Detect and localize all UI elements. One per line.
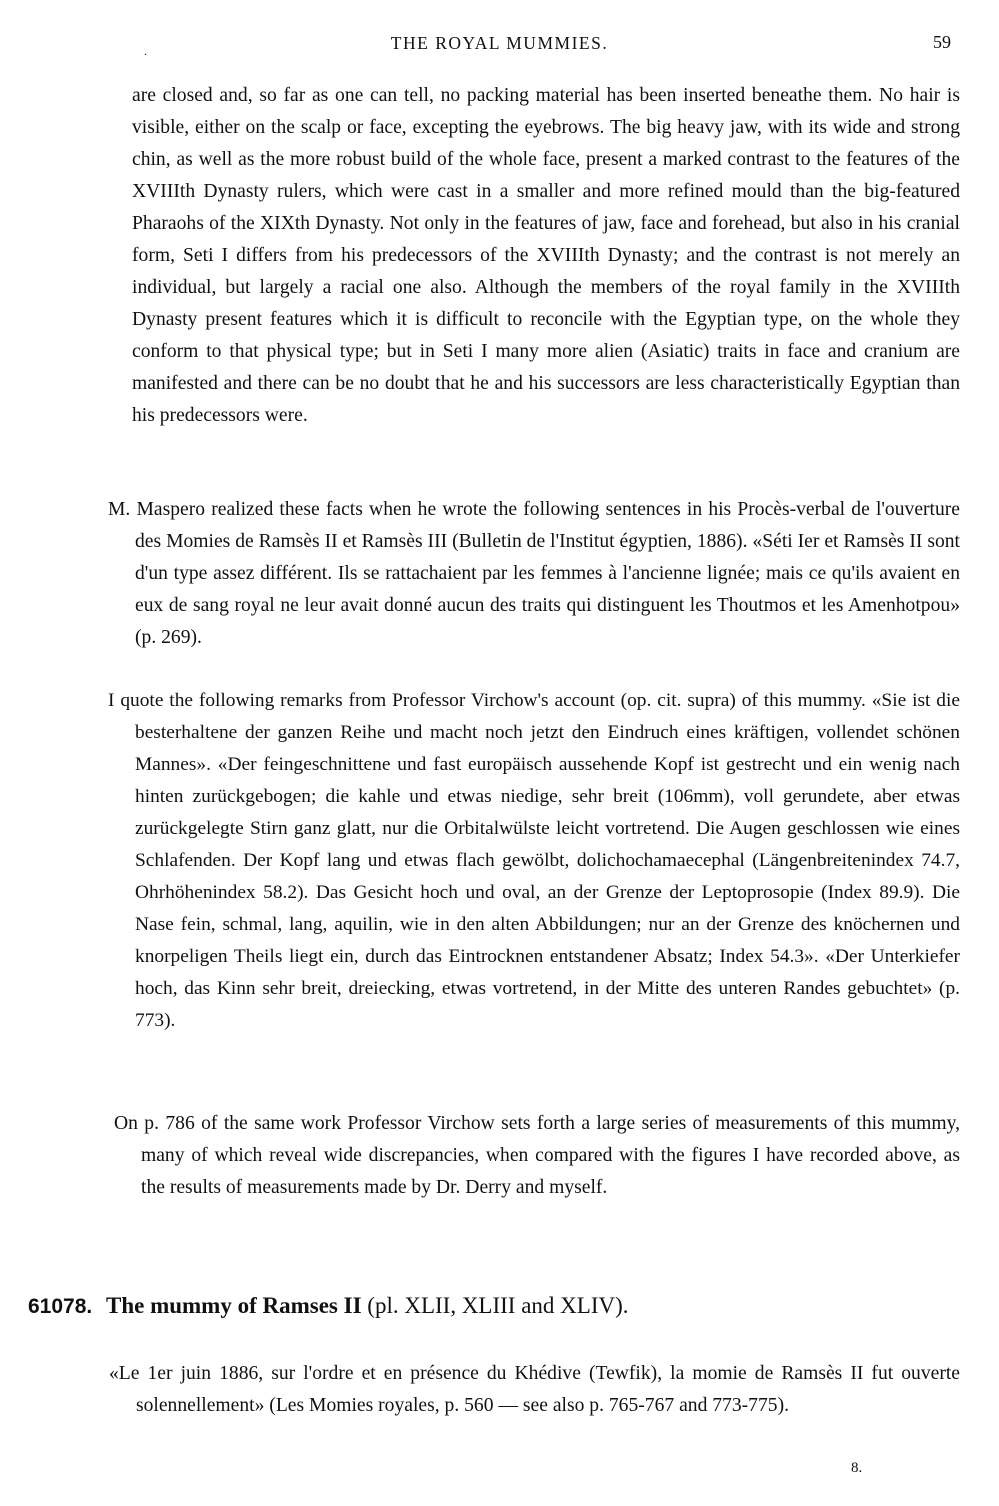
entry-number: 61078. bbox=[28, 1295, 93, 1318]
paragraph-ramses-opening: «Le 1er juin 1886, sur l'ordre et en présence du Khédive (Tewfik), la momie de Ramsès II fut ouverte solennellement» (Les Momies royales, p. 560 — see also p. 765-767 and 773-775). bbox=[109, 1363, 960, 1416]
paragraph-virchow-quote: I quote the following remarks from Professor Virchow's account (op. cit. supra) of this mummy. «Sie ist die besterhaltene der ganzen Reihe und macht noch jetzt den Eindruch eines kräftigen, vollendet schönen Mannes». «Der feingeschnittene und fast europäisch aussehende Kopf ist gestrecht und ein wenig nach hinten zurückgebogen; die kahle und etwas niedige, sehr breit (106mm), voll gerundete, aber etwas zurückgelegte Stirn ganz glatt, nur die Orbitalwülste leicht vortretend. Die Augen geschlossen wie eines Schlafenden. Der Kopf lang und etwas flach gewölbt, dolichochamaecephal (Längenbreitenindex 74.7, Ohrhöhenindex 58.2). Das Gesicht hoch und oval, an der Grenze der Leptoprosopie (Index 89.9). Die Nase fein, schmal, lang, aquilin, wie in den alten Abbildungen; nur an der Grenze des knöchernen und knorpeligen Theils liegt ein, durch das Eintrocknen entstandener Absatz; Index 54.3». «Der Unterkiefer hoch, das Kinn sehr breit, dreiecking, etwas vortretend, in der Mitte des unteren Randes gebuchtet» (p. 773). bbox=[108, 690, 960, 1031]
paragraph-seti-description: are closed and, so far as one can tell, no packing material has been inserted beneathe them. No hair is visible, either on the scalp or face, excepting the eyebrows. The big heavy jaw, with its wide and strong chin, as well as the more robust build of the whole face, present a marked contrast to the features of the XVIIIth Dynasty rulers, which were cast in a smaller and more refined mould than the big-featured Pharaohs of the XIXth Dynasty. Not only in the features of jaw, face and forehead, but also in his cranial form, Seti I differs from his predecessors of the XVIIIth Dynasty; and the contrast is not merely an individual, but largely a racial one also. Although the members of the royal family in the XVIIIth Dynasty present features which it is difficult to reconcile with the Egyptian type, on the whole they conform to that physical type; but in Seti I many more alien (Asiatic) traits in face and cranium are manifested and there can be no doubt that he and his successors are less characteristically Egyptian than his predecessors were. bbox=[132, 85, 960, 426]
header-mark: . bbox=[144, 44, 147, 58]
signature-mark: 8. bbox=[851, 1460, 863, 1476]
paragraph-measurements: On p. 786 of the same work Professor Virchow sets forth a large series of measurements of this mummy, many of which reveal wide discrepancies, when compared with the figures I have recorded above, as the results of measurements made by Dr. Derry and myself. bbox=[114, 1113, 960, 1198]
page-number: 59 bbox=[933, 32, 951, 52]
paragraph-maspero-quote: M. Maspero realized these facts when he wrote the following sentences in his Procès-verbal de l'ouverture des Momies de Ramsès II et Ramsès III (Bulletin de l'Institut égyptien, 1886). «Séti Ier et Ramsès II sont d'un type assez différent. Ils se rattachaient par les femmes à l'ancienne lignée; mais ce qu'ils avaient en eux de sang royal ne leur avait donné aucun des traits qui distinguent les Thoutmos et les Amenhotpou» (p. 269). bbox=[108, 499, 960, 648]
entry-heading bbox=[28, 1290, 968, 1323]
running-title: THE ROYAL MUMMIES. bbox=[390, 33, 609, 53]
entry-title: The mummy of Ramses II bbox=[105, 1293, 362, 1318]
entry-plates: (pl. XLII, XLIII and XLIV). bbox=[367, 1293, 629, 1318]
